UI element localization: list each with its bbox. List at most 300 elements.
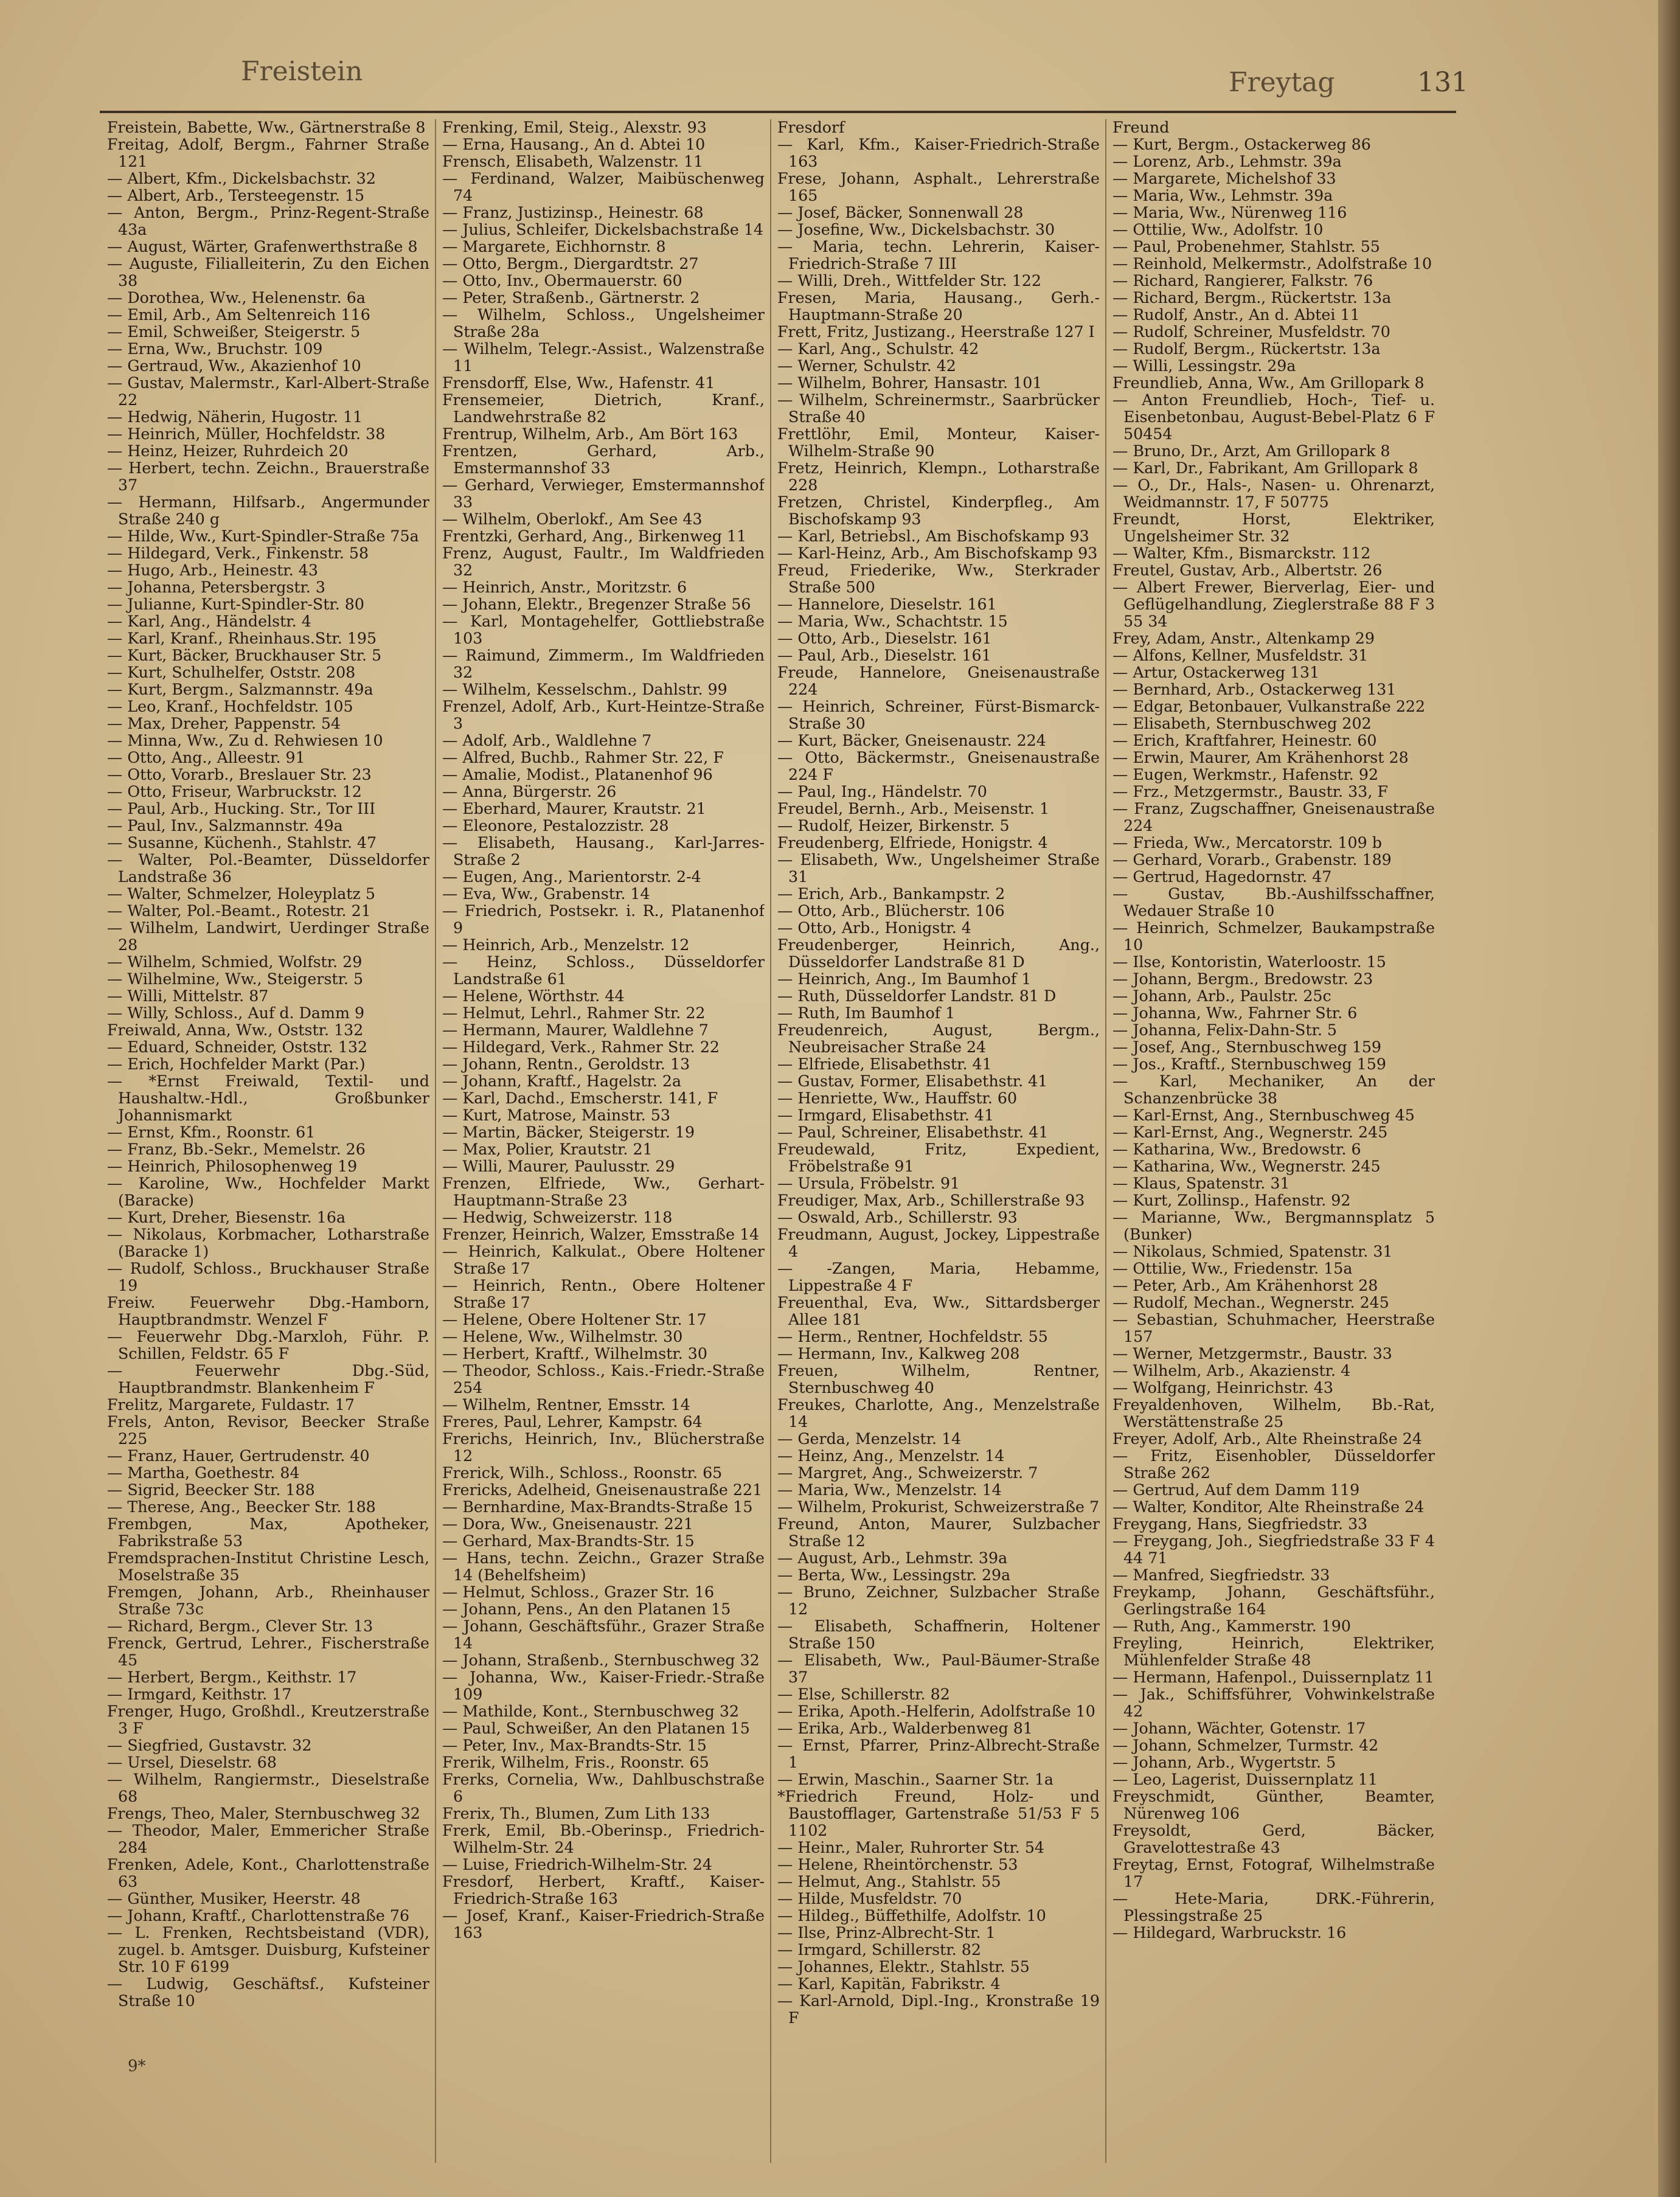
- directory-entry: Frett, Fritz, Justizang., Heerstraße 127 I: [777, 323, 1095, 341]
- directory-entry: — Wilhelm, Telegr.-Assist., Walzenstraße 11: [442, 340, 765, 375]
- directory-entry: — Paul, Inv., Salzmannstr. 49a: [107, 817, 343, 835]
- directory-entry: — Elisabeth, Ww., Ungelsheimer Straße 31: [777, 851, 1100, 886]
- directory-entry: — Heinz, Ang., Menzelstr. 14: [777, 1447, 1005, 1465]
- directory-entry: — Max, Polier, Krautstr. 21: [442, 1140, 653, 1158]
- directory-entry: — Ursula, Fröbelstr. 91: [777, 1175, 960, 1192]
- directory-entry: Freudenberger, Heinrich, Ang., Düsseldorfer Landstraße 81 D: [777, 936, 1100, 971]
- directory-entry: — Wilhelm, Oberlokf., Am See 43: [442, 510, 703, 528]
- directory-entry: — Wilhelmine, Ww., Steigerstr. 5: [107, 970, 364, 988]
- directory-entry: — Herm., Rentner, Hochfeldstr. 55: [777, 1328, 1048, 1345]
- directory-entry: — Minna, Ww., Zu d. Rehwiesen 10: [107, 732, 383, 749]
- directory-entry: — Klaus, Spatenstr. 31: [1112, 1175, 1290, 1192]
- directory-entry: — Leo, Kranf., Hochfeldstr. 105: [107, 698, 353, 715]
- directory-entry: — Johann, Elektr., Bregenzer Straße 56: [442, 595, 751, 613]
- directory-entry: — Maria, Ww., Nürenweg 116: [1112, 204, 1347, 221]
- directory-entry: — Theodor, Schloss., Kais.-Friedr.-Straße 254: [442, 1362, 765, 1397]
- directory-entry: — Otto, Arb., Dieselstr. 161: [777, 630, 992, 647]
- directory-entry: — Helmut, Ang., Stahlstr. 55: [777, 1873, 1001, 1890]
- directory-entry: — Marianne, Ww., Bergmannsplatz 5 (Bunker): [1112, 1209, 1435, 1243]
- directory-entry: Freudmann, August, Jockey, Lippestraße 4: [777, 1226, 1100, 1260]
- directory-entry: — Karl, Dachd., Emscherstr. 141, F: [442, 1089, 718, 1107]
- directory-entry: Freres, Paul, Lehrer, Kampstr. 64: [442, 1413, 703, 1431]
- directory-entry: — Wilhelm, Landwirt, Uerdinger Straße 28: [107, 919, 429, 954]
- directory-entry: Fresdorf: [777, 119, 845, 136]
- directory-entry: — Katharina, Ww., Wegnerstr. 245: [1112, 1158, 1381, 1175]
- directory-entry: Frerks, Cornelia, Ww., Dahlbuschstraße 6: [442, 1771, 765, 1805]
- directory-entry: Freyer, Adolf, Arb., Alte Rheinstraße 24: [1112, 1430, 1422, 1448]
- directory-entry: — Sigrid, Beecker Str. 188: [107, 1481, 315, 1499]
- column-divider: [1105, 119, 1106, 2163]
- directory-entry: — Heinz, Schloss., Düsseldorfer Landstraße 61: [442, 953, 765, 988]
- directory-entry: — Rudolf, Mechan., Wegnerstr. 245: [1112, 1294, 1389, 1311]
- directory-entry: — Paul, Schreiner, Elisabethstr. 41: [777, 1123, 1049, 1141]
- page-header: [97, 56, 1607, 102]
- directory-entry: — Elfriede, Elisabethstr. 41: [777, 1055, 992, 1073]
- directory-entry: — Hugo, Arb., Heinestr. 43: [107, 561, 318, 579]
- column-1: [107, 119, 429, 2163]
- directory-entry: — Frz., Metzgermstr., Baustr. 33, F: [1112, 783, 1388, 800]
- directory-entry: Frenzel, Adolf, Arb., Kurt-Heintze-Straße 3: [442, 698, 765, 732]
- directory-entry: — Walter, Pol.-Beamt., Rotestr. 21: [107, 902, 371, 920]
- directory-entry: — Otto, Friseur, Warbruckstr. 12: [107, 783, 362, 800]
- directory-entry: — Werner, Metzgermstr., Baustr. 33: [1112, 1345, 1392, 1362]
- directory-entry: Frenking, Emil, Steig., Alexstr. 93: [442, 119, 707, 136]
- directory-entry: — Ruth, Im Baumhof 1: [777, 1004, 956, 1022]
- directory-entry: — Kurt, Matrose, Mainstr. 53: [442, 1106, 670, 1124]
- directory-entry: Fresen, Maria, Hausang., Gerh.-Hauptmann-Straße 20: [777, 289, 1100, 324]
- directory-entry: Freysoldt, Gerd, Bäcker, Gravelottestraße 43: [1112, 1822, 1435, 1856]
- directory-entry: — Herbert, techn. Zeichn., Brauerstraße 37: [107, 459, 429, 494]
- directory-entry: — Rudolf, Heizer, Birkenstr. 5: [777, 817, 1010, 835]
- directory-entry: — Feuerwehr Dbg.-Süd, Hauptbrandmstr. Blankenheim F: [107, 1362, 429, 1397]
- directory-entry: Frensch, Elisabeth, Walzenstr. 11: [442, 153, 704, 170]
- directory-entry: — Josef, Bäcker, Sonnenwall 28: [777, 204, 1024, 221]
- directory-entry: — August, Arb., Lehmstr. 39a: [777, 1549, 1008, 1567]
- directory-entry: Frembgen, Max, Apotheker, Fabrikstraße 53: [107, 1515, 429, 1550]
- directory-entry: — Gustav, Malermstr., Karl-Albert-Straße 22: [107, 374, 429, 409]
- directory-entry: — Sebastian, Schuhmacher, Heerstraße 157: [1112, 1311, 1435, 1345]
- directory-entry: — Peter, Straßenb., Gärtnerstr. 2: [442, 289, 700, 307]
- directory-entry: — Otto, Bergm., Diergardtstr. 27: [442, 255, 699, 272]
- directory-entry: — Emil, Schweißer, Steigerstr. 5: [107, 323, 361, 341]
- directory-entry: — Ruth, Düsseldorfer Landstr. 81 D: [777, 987, 1057, 1005]
- directory-entry: — Freygang, Joh., Siegfriedstraße 33 F 4 44 71: [1112, 1532, 1435, 1567]
- directory-entry: — Gertrud, Auf dem Damm 119: [1112, 1481, 1360, 1499]
- directory-entry: — Bernhardine, Max-Brandts-Straße 15: [442, 1498, 753, 1516]
- directory-entry: — Max, Dreher, Pappenstr. 54: [107, 715, 341, 732]
- directory-entry: — Martin, Bäcker, Steigerstr. 19: [442, 1123, 695, 1141]
- directory-entry: — Wilhelm, Prokurist, Schweizerstraße 7: [777, 1498, 1100, 1516]
- directory-entry: Freykamp, Johann, Geschäftsführ., Gerlingstraße 164: [1112, 1583, 1435, 1618]
- directory-entry: — Eleonore, Pestalozzistr. 28: [442, 817, 669, 835]
- directory-entry: — Ottilie, Ww., Adolfstr. 10: [1112, 221, 1324, 238]
- directory-entry: — Margarete, Eichhornstr. 8: [442, 238, 666, 255]
- directory-entry: — Ernst, Pfarrer, Prinz-Albrecht-Straße 1: [777, 1737, 1100, 1771]
- directory-entry: — Erich, Hochfelder Markt (Par.): [107, 1055, 366, 1073]
- book-gutter: [1658, 0, 1680, 2197]
- directory-entry: — Luise, Friedrich-Wilhelm-Str. 24: [442, 1856, 712, 1873]
- directory-entry: — Manfred, Siegfriedstr. 33: [1112, 1566, 1330, 1584]
- directory-entry: — Johann, Wächter, Gotenstr. 17: [1112, 1720, 1366, 1737]
- directory-entry: — Rudolf, Schreiner, Musfeldstr. 70: [1112, 323, 1390, 341]
- directory-entry: Frerichs, Heinrich, Inv., Blücherstraße 12: [442, 1430, 765, 1465]
- directory-entry: — Heinz, Heizer, Ruhrdeich 20: [107, 442, 349, 460]
- directory-entry: — Kurt, Dreher, Biesenstr. 16a: [107, 1209, 346, 1226]
- directory-entry: — Karl-Ernst, Ang., Sternbuschweg 45: [1112, 1106, 1415, 1124]
- sheet-signature: 9*: [128, 2057, 146, 2075]
- directory-entry: — Wilhelm, Schloss., Ungelsheimer Straße 28a: [442, 306, 765, 341]
- directory-entry: — Ilse, Prinz-Albrecht-Str. 1: [777, 1924, 996, 1942]
- directory-entry: — Jos., Kraftf., Sternbuschweg 159: [1112, 1055, 1386, 1073]
- directory-entry: — Otto, Vorarb., Breslauer Str. 23: [107, 766, 372, 783]
- directory-entry: — Oswald, Arb., Schillerstr. 93: [777, 1209, 1018, 1226]
- directory-entry: — Richard, Bergm., Rückertstr. 13a: [1112, 289, 1392, 307]
- directory-entry: — Hermann, Hilfsarb., Angermunder Straße 240 g: [107, 493, 429, 528]
- directory-entry: Freudel, Bernh., Arb., Meisenstr. 1: [777, 800, 1050, 817]
- directory-entry: — Helene, Ww., Wilhelmstr. 30: [442, 1328, 683, 1345]
- directory-entry: — Hans, techn. Zeichn., Grazer Straße 14 (Behelfsheim): [442, 1549, 765, 1584]
- directory-entry: — Hilde, Musfeldstr. 70: [777, 1890, 962, 1907]
- directory-entry: — Heinrich, Kalkulat., Obere Holtener Straße 17: [442, 1243, 765, 1277]
- directory-entry: — Kurt, Bäcker, Bruckhauser Str. 5: [107, 647, 382, 664]
- directory-entry: *Friedrich Freund, Holz- und Baustofflager, Gartenstraße 51/53 F 5 1102: [777, 1788, 1100, 1839]
- directory-entry: — Hildegard, Verk., Finkenstr. 58: [107, 544, 369, 562]
- directory-entry: — Johanna, Petersbergstr. 3: [107, 578, 325, 596]
- directory-entry: — Paul, Ing., Händelstr. 70: [777, 783, 987, 800]
- directory-entry: — Elisabeth, Schaffnerin, Holtener Straße 150: [777, 1617, 1100, 1652]
- directory-entry: — Susanne, Küchenh., Stahlstr. 47: [107, 834, 377, 852]
- directory-entry: — Heinrich, Schmelzer, Baukampstraße 10: [1112, 919, 1435, 954]
- directory-entry: — Karl, Mechaniker, An der Schanzenbrücke 38: [1112, 1072, 1435, 1107]
- directory-entry: — Paul, Schweißer, An den Platanen 15: [442, 1720, 750, 1737]
- directory-entry: — Johann, Kraftf., Hagelstr. 2a: [442, 1072, 682, 1090]
- directory-entry: — Herbert, Kraftf., Wilhelmstr. 30: [442, 1345, 707, 1362]
- directory-entry: — Friedrich, Postsekr. i. R., Platanenhof 9: [442, 902, 765, 937]
- directory-entry: — Johannes, Elektr., Stahlstr. 55: [777, 1958, 1030, 1976]
- directory-entry: — Willi, Lessingstr. 29a: [1112, 357, 1296, 375]
- directory-entry: — Erwin, Maschin., Saarner Str. 1a: [777, 1771, 1053, 1788]
- directory-entry: Freund: [1112, 119, 1170, 136]
- directory-entry: — August, Wärter, Grafenwerthstraße 8: [107, 238, 418, 255]
- directory-entry: Frerik, Wilhelm, Fris., Roonstr. 65: [442, 1754, 709, 1771]
- directory-entry: — Hete-Maria, DRK.-Führerin, Plessingstraße 25: [1112, 1890, 1435, 1925]
- directory-entry: — Kurt, Zollinsp., Hafenstr. 92: [1112, 1192, 1351, 1209]
- directory-entry: — Johann, Arb., Paulstr. 25c: [1112, 987, 1331, 1005]
- directory-entry: Frey, Adam, Anstr., Altenkamp 29: [1112, 630, 1375, 647]
- directory-entry: — Lorenz, Arb., Lehmstr. 39a: [1112, 153, 1342, 170]
- directory-entry: Freuenthal, Eva, Ww., Sittardsberger Allee 181: [777, 1294, 1100, 1328]
- directory-entry: — Franz, Justizinsp., Heinestr. 68: [442, 204, 704, 221]
- directory-entry: — Karl, Ang., Händelstr. 4: [107, 613, 311, 630]
- directory-entry: — Leo, Lagerist, Duissernplatz 11: [1112, 1771, 1378, 1788]
- directory-entry: — Willi, Maurer, Paulusstr. 29: [442, 1158, 675, 1175]
- directory-entry: — Ruth, Ang., Kammerstr. 190: [1112, 1617, 1351, 1635]
- directory-entry: — Heinr., Maler, Ruhrorter Str. 54: [777, 1839, 1045, 1856]
- directory-entry: — Anton, Bergm., Prinz-Regent-Straße 43a: [107, 204, 429, 238]
- directory-entry: Fremdsprachen-Institut Christine Lesch, Moselstraße 35: [107, 1549, 429, 1584]
- directory-entry: — Martha, Goethestr. 84: [107, 1464, 300, 1482]
- directory-entry: — Katharina, Ww., Bredowstr. 6: [1112, 1140, 1361, 1158]
- directory-entry: — Reinhold, Melkermstr., Adolfstraße 10: [1112, 255, 1432, 272]
- directory-entry: — Johann, Bergm., Bredowstr. 23: [1112, 970, 1373, 988]
- directory-entry: — Siegfried, Gustavstr. 32: [107, 1737, 312, 1754]
- directory-entry: — Gerda, Menzelstr. 14: [777, 1430, 962, 1448]
- directory-entry: — Gustav, Former, Elisabethstr. 41: [777, 1072, 1048, 1090]
- directory-entry: Frericks, Adelheid, Gneisenaustraße 221: [442, 1481, 763, 1499]
- directory-entry: — Gertrud, Hagedornstr. 47: [1112, 868, 1332, 886]
- directory-entry: — Gertraud, Ww., Akazienhof 10: [107, 357, 361, 375]
- directory-entry: — Erika, Apoth.-Helferin, Adolfstraße 10: [777, 1702, 1095, 1720]
- directory-entry: — Hermann, Inv., Kalkweg 208: [777, 1345, 1020, 1362]
- directory-entry: — Heinrich, Arb., Menzelstr. 12: [442, 936, 690, 954]
- directory-entry: — Herbert, Bergm., Keithstr. 17: [107, 1668, 357, 1686]
- directory-entry: — Else, Schillerstr. 82: [777, 1685, 950, 1703]
- directory-entry: — Elisabeth, Hausang., Karl-Jarres-Straße 2: [442, 834, 765, 869]
- directory-entry: — Otto, Bäckermstr., Gneisenaustraße 224 F: [777, 749, 1100, 783]
- directory-entry: — Irmgard, Keithstr. 17: [107, 1685, 292, 1703]
- directory-entry: — Johann, Arb., Wygertstr. 5: [1112, 1754, 1336, 1771]
- directory-entry: — Rudolf, Anstr., An d. Abtei 11: [1112, 306, 1360, 324]
- directory-entry: — Wilhelm, Schreinermstr., Saarbrücker Straße 40: [777, 391, 1100, 426]
- directory-entry: — Raimund, Zimmerm., Im Waldfrieden 32: [442, 647, 765, 681]
- directory-entry: Freund, Anton, Maurer, Sulzbacher Straße 12: [777, 1515, 1100, 1550]
- directory-entry: — Kurt, Bergm., Ostackerweg 86: [1112, 136, 1371, 153]
- directory-entry: — Hermann, Maurer, Waldlehne 7: [442, 1021, 709, 1039]
- directory-entry: Freiw. Feuerwehr Dbg.-Hamborn, Hauptbrandmstr. Wenzel F: [107, 1294, 429, 1328]
- directory-entry: — Johann, Schmelzer, Turmstr. 42: [1112, 1737, 1379, 1754]
- directory-entry: Frenger, Hugo, Großhdl., Kreutzerstraße 3 F: [107, 1702, 429, 1737]
- directory-entry: — Ernst, Kfm., Roonstr. 61: [107, 1123, 316, 1141]
- directory-entry: — Maria, Ww., Schachtstr. 15: [777, 613, 1008, 630]
- directory-entry: — Johanna, Felix-Dahn-Str. 5: [1112, 1021, 1338, 1039]
- directory-entry: — Henriette, Ww., Hauffstr. 60: [777, 1089, 1018, 1107]
- directory-entry: — Otto, Ang., Alleestr. 91: [107, 749, 305, 766]
- directory-entry: — Karl, Kapitän, Fabrikstr. 4: [777, 1975, 1001, 1993]
- directory-entry: — Ottilie, Ww., Friedenstr. 15a: [1112, 1260, 1353, 1277]
- directory-entry: — Albert, Arb., Tersteegenstr. 15: [107, 187, 365, 204]
- directory-entry: — Amalie, Modist., Platanenhof 96: [442, 766, 713, 783]
- directory-entry: — Erna, Hausang., An d. Abtei 10: [442, 136, 706, 153]
- directory-entry: — Margarete, Michelshof 33: [1112, 170, 1336, 187]
- directory-entry: — Edgar, Betonbauer, Vulkanstraße 222: [1112, 698, 1426, 715]
- directory-entry: — Wilhelm, Arb., Akazienstr. 4: [1112, 1362, 1351, 1380]
- directory-entry: — Kurt, Bäcker, Gneisenaustr. 224: [777, 732, 1046, 749]
- directory-entry: — Gerhard, Verwieger, Emstermannshof 33: [442, 476, 765, 511]
- directory-entry: — Nikolaus, Korbmacher, Lotharstraße (Baracke 1): [107, 1226, 429, 1260]
- directory-entry: — Johanna, Ww., Kaiser-Friedr.-Straße 109: [442, 1668, 765, 1703]
- directory-entry: — Julianne, Kurt-Spindler-Str. 80: [107, 595, 364, 613]
- directory-entry: Frentrup, Wilhelm, Arb., Am Bört 163: [442, 425, 738, 443]
- directory-entry: — Johann, Rentn., Geroldstr. 13: [442, 1055, 690, 1073]
- directory-entry: — Johann, Straßenb., Sternbuschweg 32: [442, 1651, 760, 1669]
- directory-entry: — Hermann, Hafenpol., Duissernplatz 11: [1112, 1668, 1434, 1686]
- directory-entry: — Wilhelm, Rangiermstr., Dieselstraße 68: [107, 1771, 429, 1805]
- directory-entry: — Franz, Bb.-Sekr., Memelstr. 26: [107, 1140, 366, 1158]
- directory-entry: — Karl, Kfm., Kaiser-Friedrich-Straße 163: [777, 136, 1100, 170]
- directory-entry: — Adolf, Arb., Waldlehne 7: [442, 732, 652, 749]
- directory-entry: Frelitz, Margarete, Fuldastr. 17: [107, 1396, 355, 1414]
- directory-entry: — Theodor, Maler, Emmericher Straße 284: [107, 1822, 429, 1856]
- entries-columns: [100, 119, 1462, 2163]
- directory-entry: — Heinrich, Ang., Im Baumhof 1: [777, 970, 1032, 988]
- directory-entry: — Elisabeth, Ww., Paul-Bäumer-Straße 37: [777, 1651, 1100, 1686]
- directory-entry: — Josef, Ang., Sternbuschweg 159: [1112, 1038, 1382, 1056]
- directory-entry: — Walter, Schmelzer, Holeyplatz 5: [107, 885, 376, 903]
- directory-entry: Freitag, Adolf, Bergm., Fahrner Straße 121: [107, 136, 429, 170]
- directory-entry: Freistein, Babette, Ww., Gärtnerstraße 8: [107, 119, 426, 136]
- directory-entry: — Wilhelm, Rentner, Emsstr. 14: [442, 1396, 690, 1414]
- directory-entry: Freyschmidt, Günther, Beamter, Nürenweg 106: [1112, 1788, 1435, 1822]
- directory-entry: — Helene, Wörthstr. 44: [442, 987, 625, 1005]
- directory-entry: — Emil, Arb., Am Seltenreich 116: [107, 306, 370, 324]
- directory-entry: — Alfred, Buchb., Rahmer Str. 22, F: [442, 749, 724, 766]
- directory-entry: Freygang, Hans, Siegfriedstr. 33: [1112, 1515, 1368, 1533]
- directory-entry: Freudenberg, Elfriede, Honigstr. 4: [777, 834, 1048, 852]
- directory-entry: — Elisabeth, Sternbuschweg 202: [1112, 715, 1372, 732]
- directory-entry: — Karl, Dr., Fabrikant, Am Grillopark 8: [1112, 459, 1418, 477]
- directory-entry: — Heinrich, Philosophenweg 19: [107, 1158, 358, 1175]
- directory-entry: — Paul, Arb., Dieselstr. 161: [777, 647, 991, 664]
- directory-entry: — Heinrich, Schreiner, Fürst-Bismarck-Straße 30: [777, 698, 1100, 732]
- directory-entry: — Erwin, Maurer, Am Krähenhorst 28: [1112, 749, 1409, 766]
- directory-entry: — Albert, Kfm., Dickelsbachstr. 32: [107, 170, 376, 187]
- directory-entry: — Johanna, Ww., Fahrner Str. 6: [1112, 1004, 1358, 1022]
- directory-entry: — Fritz, Eisenhobler, Düsseldorfer Straße 262: [1112, 1447, 1435, 1482]
- directory-entry: — -Zangen, Maria, Hebamme, Lippestraße 4 F: [777, 1260, 1100, 1294]
- directory-entry: — Dora, Ww., Gneisenaustr. 221: [442, 1515, 693, 1533]
- directory-entry: — Johann, Pens., An den Platanen 15: [442, 1600, 731, 1618]
- directory-entry: Frerk, Emil, Bb.-Oberinsp., Friedrich-Wilhelm-Str. 24: [442, 1822, 765, 1856]
- directory-entry: — Irmgard, Schillerstr. 82: [777, 1941, 981, 1959]
- directory-entry: — Eugen, Werkmstr., Hafenstr. 92: [1112, 766, 1379, 783]
- directory-entry: — Josefine, Ww., Dickelsbachstr. 30: [777, 221, 1055, 238]
- column-2: [442, 119, 765, 2163]
- directory-entry: Frengs, Theo, Maler, Sternbuschweg 32: [107, 1805, 420, 1822]
- directory-entry: — Ludwig, Geschäftsf., Kufsteiner Straße 10: [107, 1975, 429, 2010]
- directory-entry: — Jak., Schiffsführer, Vohwinkelstraße 42: [1112, 1685, 1435, 1720]
- directory-entry: — Karl, Ang., Schulstr. 42: [777, 340, 979, 358]
- directory-entry: — *Ernst Freiwald, Textil- und Haushaltw.-Hdl., Großbunker Johannismarkt: [107, 1072, 429, 1124]
- directory-entry: Freukes, Charlotte, Ang., Menzelstraße 14: [777, 1396, 1100, 1431]
- directory-entry: — Karl, Betriebsl., Am Bischofskamp 93: [777, 527, 1089, 545]
- directory-entry: Fresdorf, Herbert, Kraftf., Kaiser-Friedrich-Straße 163: [442, 1873, 765, 1907]
- directory-entry: — Eva, Ww., Grabenstr. 14: [442, 885, 650, 903]
- directory-entry: — Günther, Musiker, Heerstr. 48: [107, 1890, 361, 1907]
- directory-entry: — Kurt, Schulhelfer, Oststr. 208: [107, 664, 356, 681]
- directory-entry: — Paul, Arb., Hucking. Str., Tor III: [107, 800, 376, 817]
- directory-entry: Frenken, Adele, Kont., Charlottenstraße 63: [107, 1856, 429, 1890]
- header-last-name: Freytag: [1229, 67, 1335, 98]
- directory-entry: — Frieda, Ww., Mercatorstr. 109 b: [1112, 834, 1382, 852]
- directory-entry: — Bernhard, Arb., Ostackerweg 131: [1112, 681, 1397, 698]
- directory-entry: — Richard, Bergm., Clever Str. 13: [107, 1617, 373, 1635]
- directory-entry: — Albert Frewer, Bierverlag, Eier- und Geflügelhandlung, Zieglerstraße 88 F 3 55 34: [1112, 578, 1435, 630]
- directory-entry: — Ilse, Kontoristin, Waterloostr. 15: [1112, 953, 1386, 971]
- directory-entry: — Walter, Konditor, Alte Rheinstraße 24: [1112, 1498, 1425, 1516]
- directory-entry: — Bruno, Dr., Arzt, Am Grillopark 8: [1112, 442, 1390, 460]
- directory-entry: Frentzen, Gerhard, Arb., Emstermannshof 33: [442, 442, 765, 477]
- column-divider: [770, 119, 771, 2163]
- directory-entry: — Artur, Ostackerweg 131: [1112, 664, 1320, 681]
- directory-entry: Frettlöhr, Emil, Monteur, Kaiser-Wilhelm-Straße 90: [777, 425, 1100, 460]
- directory-entry: — Erich, Kraftfahrer, Heinestr. 60: [1112, 732, 1377, 749]
- directory-entry: — Rudolf, Bergm., Rückertstr. 13a: [1112, 340, 1381, 358]
- directory-entry: — Mathilde, Kont., Sternbuschweg 32: [442, 1702, 740, 1720]
- directory-entry: — Heinrich, Rentn., Obere Holtener Straße 17: [442, 1277, 765, 1311]
- directory-entry: Freude, Hannelore, Gneisenaustraße 224: [777, 664, 1100, 698]
- directory-entry: — Johann, Kraftf., Charlottenstraße 76: [107, 1907, 410, 1925]
- directory-entry: Freudiger, Max, Arb., Schillerstraße 93: [777, 1192, 1085, 1209]
- directory-entry: — Maria, Ww., Menzelstr. 14: [777, 1481, 1002, 1499]
- directory-entry: — Erich, Arb., Bankampstr. 2: [777, 885, 1005, 903]
- column-divider: [435, 119, 436, 2163]
- directory-entry: — Franz, Zugschaffner, Gneisenaustraße 224: [1112, 800, 1435, 835]
- directory-entry: — Willi, Dreh., Wittfelder Str. 122: [777, 272, 1041, 290]
- directory-entry: Freutel, Gustav, Arb., Albertstr. 26: [1112, 561, 1383, 579]
- directory-entry: — Peter, Arb., Am Krähenhorst 28: [1112, 1277, 1378, 1294]
- directory-entry: — Kurt, Bergm., Salzmannstr. 49a: [107, 681, 373, 698]
- directory-entry: — Otto, Inv., Obermauerstr. 60: [442, 272, 682, 290]
- directory-entry: Frese, Johann, Asphalt., Lehrerstraße 165: [777, 170, 1100, 204]
- directory-entry: — Bruno, Zeichner, Sulzbacher Straße 12: [777, 1583, 1100, 1618]
- directory-entry: — Feuerwehr Dbg.-Marxloh, Führ. P. Schillen, Feldstr. 65 F: [107, 1328, 429, 1362]
- directory-entry: — Hildeg., Büffethilfe, Adolfstr. 10: [777, 1907, 1046, 1925]
- page-number: 131: [1417, 67, 1468, 98]
- directory-entry: — Auguste, Filialleiterin, Zu den Eichen 38: [107, 255, 429, 290]
- directory-entry: Freiwald, Anna, Ww., Oststr. 132: [107, 1021, 364, 1039]
- directory-entry: — Gerhard, Vorarb., Grabenstr. 189: [1112, 851, 1392, 869]
- directory-entry: — Willi, Mittelstr. 87: [107, 987, 269, 1005]
- directory-entry: Freuen, Wilhelm, Rentner, Sternbuschweg 40: [777, 1362, 1100, 1397]
- directory-entry: — Otto, Arb., Honigstr. 4: [777, 919, 971, 937]
- directory-entry: Fretz, Heinrich, Klempn., Lotharstraße 228: [777, 459, 1100, 494]
- directory-entry: Freyaldenhoven, Wilhelm, Bb.-Rat, Werstättenstraße 25: [1112, 1396, 1435, 1431]
- directory-entry: Frenzen, Elfriede, Ww., Gerhart-Hauptmann-Straße 23: [442, 1175, 765, 1209]
- directory-entry: Frenz, August, Faultr., Im Waldfrieden 32: [442, 544, 765, 579]
- directory-entry: — Alfons, Kellner, Musfeldstr. 31: [1112, 647, 1369, 664]
- directory-entry: — Maria, techn. Lehrerin, Kaiser-Friedrich-Straße 7 III: [777, 238, 1100, 272]
- directory-entry: — Eugen, Ang., Marientorstr. 2-4: [442, 868, 701, 886]
- directory-entry: — Nikolaus, Schmied, Spatenstr. 31: [1112, 1243, 1393, 1260]
- directory-entry: Freyling, Heinrich, Elektriker, Mühlenfelder Straße 48: [1112, 1634, 1435, 1669]
- directory-entry: — Hilde, Ww., Kurt-Spindler-Straße 75a: [107, 527, 419, 545]
- directory-entry: — Helene, Rheintörchenstr. 53: [777, 1856, 1018, 1873]
- directory-entry: — Helmut, Lehrl., Rahmer Str. 22: [442, 1004, 706, 1022]
- directory-entry: Freudenreich, August, Bergm., Neubreisacher Straße 24: [777, 1021, 1100, 1056]
- directory-entry: — Karl, Kranf., Rheinhaus.Str. 195: [107, 630, 377, 647]
- directory-entry: — Walter, Pol.-Beamter, Düsseldorfer Landstraße 36: [107, 851, 429, 886]
- header-rule: [100, 111, 1456, 113]
- directory-entry: — Gustav, Bb.-Aushilfsschaffner, Wedauer Straße 10: [1112, 885, 1435, 920]
- directory-entry: — Johann, Geschäftsführ., Grazer Straße 14: [442, 1617, 765, 1652]
- directory-entry: — Eberhard, Maurer, Krautstr. 21: [442, 800, 706, 817]
- directory-entry: Frerick, Wilh., Schloss., Roonstr. 65: [442, 1464, 723, 1482]
- directory-entry: — Julius, Schleifer, Dickelsbachstraße 14: [442, 221, 764, 238]
- directory-entry: Freudewald, Fritz, Expedient, Fröbelstraße 91: [777, 1140, 1100, 1175]
- directory-entry: — Helmut, Schloss., Grazer Str. 16: [442, 1583, 715, 1601]
- directory-entry: Freud, Friederike, Ww., Sterkrader Straße 500: [777, 561, 1100, 596]
- directory-entry: — L. Frenken, Rechtsbeistand (VDR), zugel. b. Amtsger. Duisburg, Kufsteiner Str. 10 F 6199: [107, 1924, 429, 1976]
- directory-entry: — Karl, Montagehelfer, Gottliebstraße 103: [442, 613, 765, 647]
- directory-entry: — Wolfgang, Heinrichstr. 43: [1112, 1379, 1333, 1397]
- directory-entry: — O., Dr., Hals-, Nasen- u. Ohrenarzt, Weidmannstr. 17, F 50775: [1112, 476, 1435, 511]
- directory-entry: — Otto, Arb., Blücherstr. 106: [777, 902, 1005, 920]
- directory-entry: — Hannelore, Dieselstr. 161: [777, 595, 997, 613]
- column-4: [1112, 119, 1435, 2163]
- directory-entry: Fremgen, Johann, Arb., Rheinhauser Straße 73c: [107, 1583, 429, 1618]
- directory-entry: — Karl-Ernst, Ang., Wegnerstr. 245: [1112, 1123, 1388, 1141]
- directory-entry: — Gerhard, Max-Brandts-Str. 15: [442, 1532, 695, 1550]
